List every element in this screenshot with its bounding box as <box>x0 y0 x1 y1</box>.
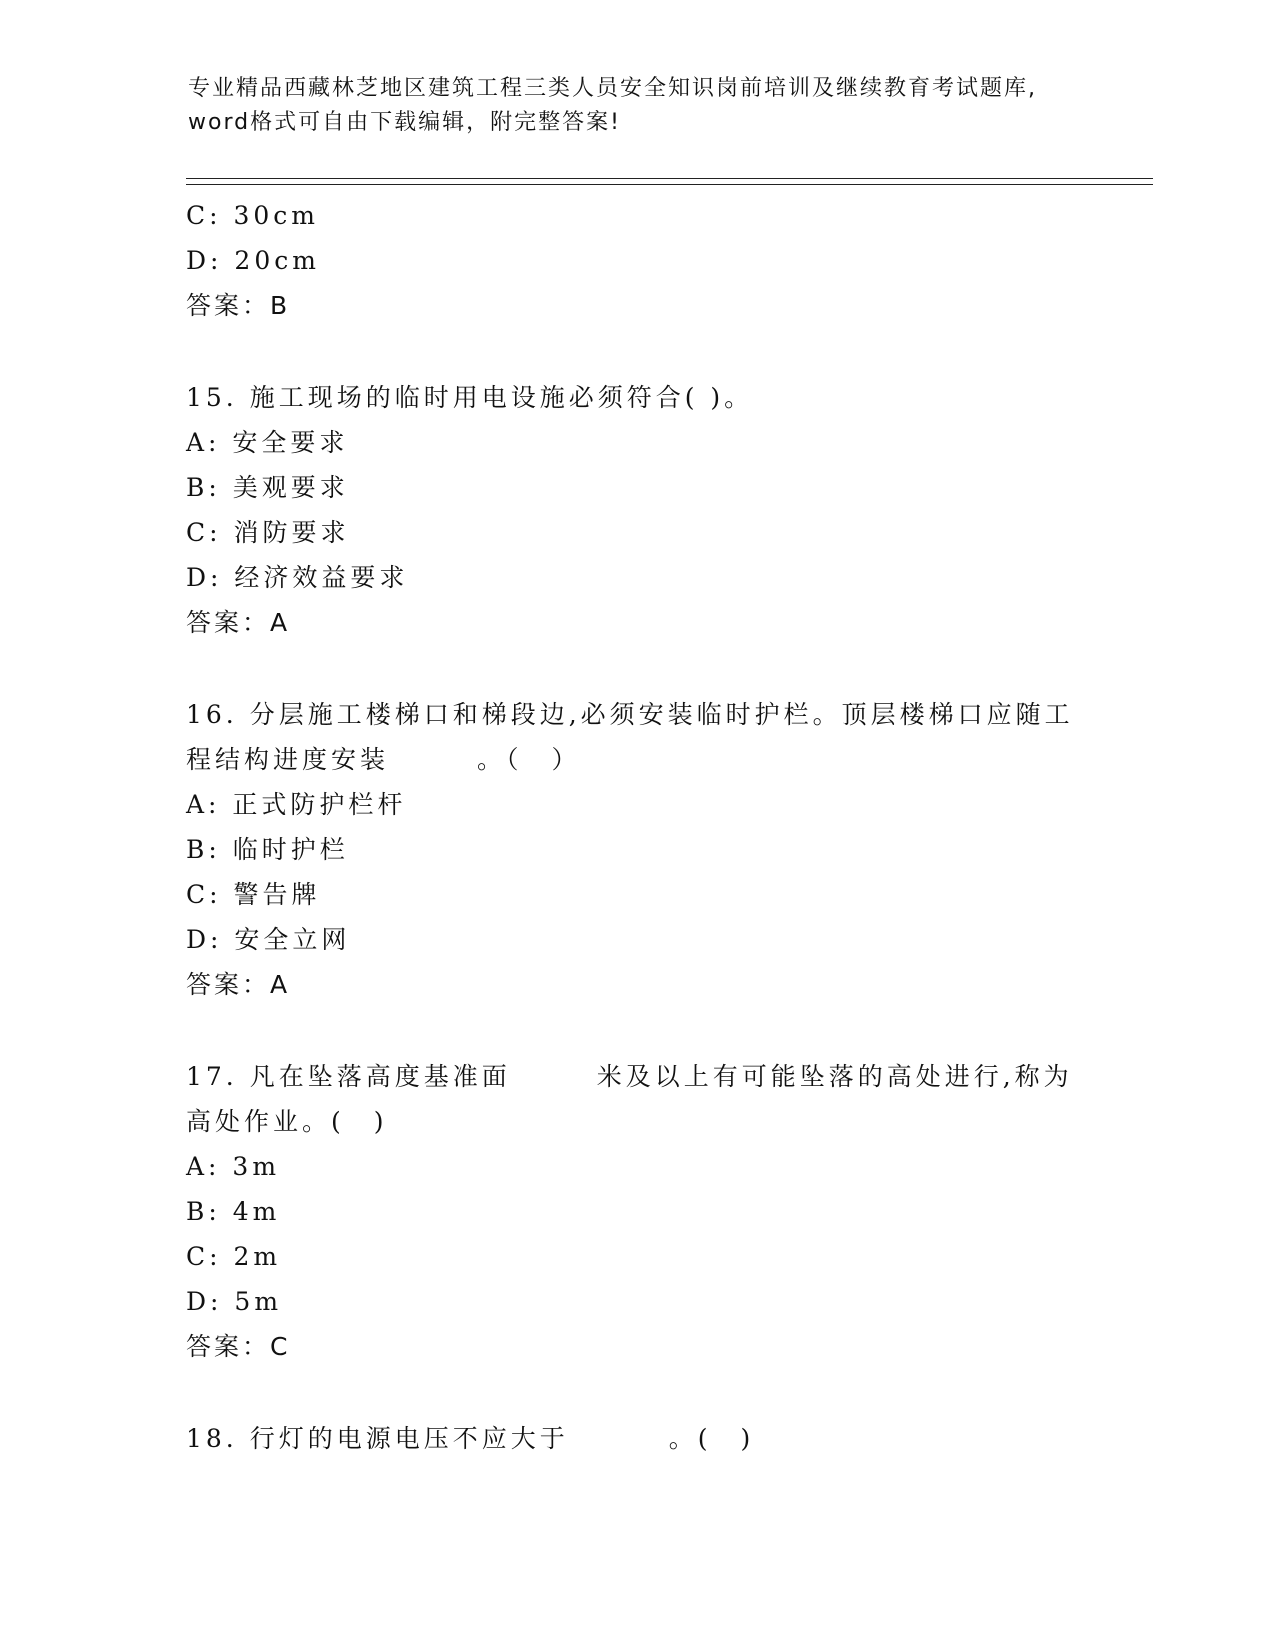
question-text-part: 米及以上有可能坠落的高处进行,称为 <box>596 1062 1073 1091</box>
question-text-part: 17. 凡在坠落高度基准面 <box>186 1062 511 1091</box>
question-text-part: 。（ ） <box>477 745 581 774</box>
header-divider-top <box>186 178 1153 179</box>
question-text: 15. 施工现场的临时用电设施必须符合( )。 <box>186 383 754 412</box>
option-d: D: 安全立网 <box>186 925 351 954</box>
question-content <box>186 193 1086 1461</box>
page-header <box>188 72 1088 140</box>
question-text: 16. 分层施工楼梯口和梯段边,必须安装临时护栏。顶层楼梯口应随工 <box>186 700 1074 729</box>
question-block <box>186 1054 1086 1369</box>
option-b: B: 4m <box>186 1197 281 1226</box>
question-text-part: 18. 行灯的电源电压不应大于 <box>186 1424 569 1453</box>
answer: 答案：B <box>186 291 291 320</box>
option-d: D: 20cm <box>186 246 320 275</box>
option-a: A: 正式防护栏杆 <box>186 790 407 819</box>
option-c: C: 2m <box>186 1242 282 1271</box>
question-block <box>186 1416 1086 1461</box>
question-text-part: 。( ) <box>668 1424 755 1453</box>
question-text <box>186 1054 1086 1099</box>
header-subtitle-line: word格式可自由下载编辑，附完整答案! <box>188 110 621 135</box>
header-divider-bottom <box>186 184 1153 185</box>
option-d: D: 经济效益要求 <box>186 563 409 592</box>
question-text-continued: 高处作业。( ) <box>186 1107 388 1136</box>
option-c: C: 30cm <box>186 201 320 230</box>
question-text-continued <box>186 737 1086 782</box>
option-d: D: 5m <box>186 1287 283 1316</box>
option-c: C: 警告牌 <box>186 880 321 909</box>
question-text <box>186 1416 1086 1461</box>
option-b: B: 美观要求 <box>186 473 349 502</box>
option-a: A: 3m <box>186 1152 281 1181</box>
question-block <box>186 692 1086 1007</box>
option-c: C: 消防要求 <box>186 518 350 547</box>
answer: 答案：C <box>186 1332 291 1361</box>
answer: 答案：A <box>186 608 291 637</box>
question-block <box>186 375 1086 645</box>
header-title-line: 专业精品西藏林芝地区建筑工程三类人员安全知识岗前培训及继续教育考试题库, <box>188 76 1037 101</box>
option-b: B: 临时护栏 <box>186 835 349 864</box>
answer: 答案：A <box>186 970 291 999</box>
question-text-part: 程结构进度安装 <box>186 745 390 774</box>
option-a: A: 安全要求 <box>186 428 349 457</box>
